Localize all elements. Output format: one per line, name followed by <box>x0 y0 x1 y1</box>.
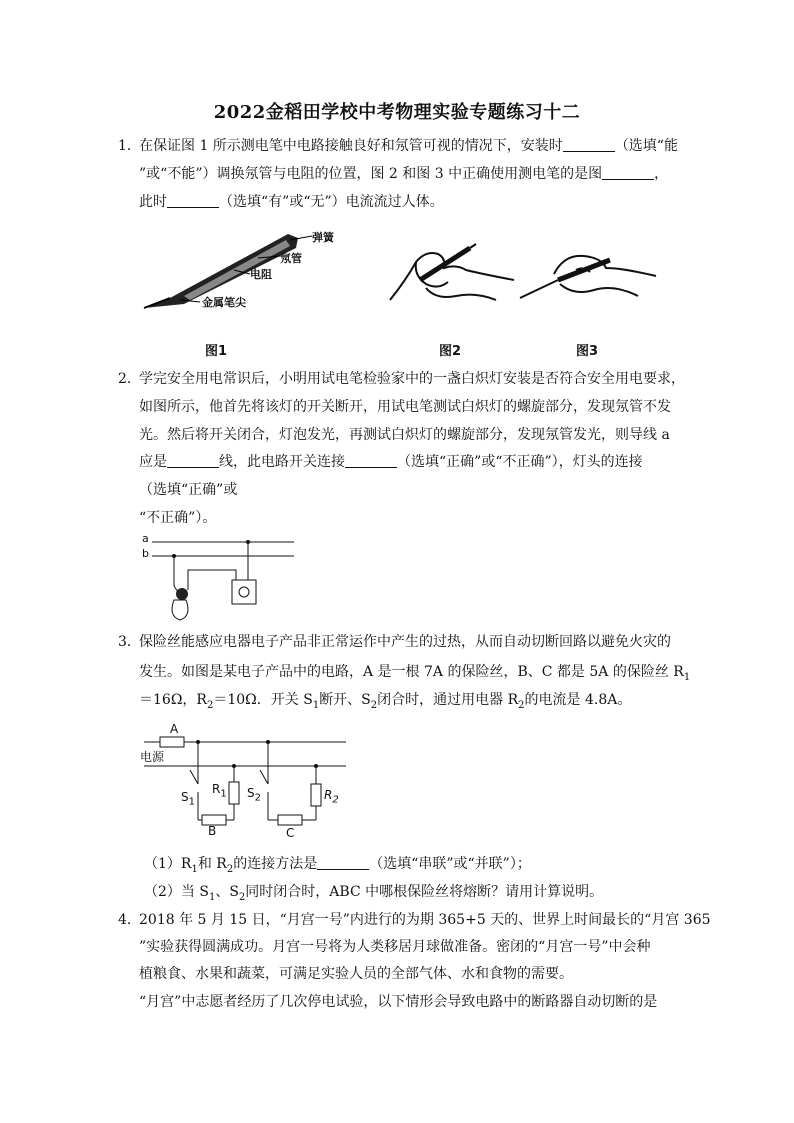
question-1-line-3: 此时 （选填“有”或“无”）电流流过人体。 <box>139 194 444 210</box>
pen-label-metal-tip: 金属笔尖 <box>202 296 246 309</box>
fuse-circuit-diagram <box>140 722 350 842</box>
fuse-A-label: A <box>170 722 179 736</box>
question-2-line-4: 应是 线，此电路开关连接 （选填“正确”或“不正确”），灯头的连接 <box>139 454 643 470</box>
question-1-line-2: ”或“不能”）调换氖管与电阻的位置，图 2 和图 3 中正确使用测电笔的是图 ， <box>139 166 669 182</box>
question-3-number: 3． <box>118 634 141 650</box>
figure-3-hand <box>518 240 658 310</box>
answer-blank[interactable] <box>602 165 654 180</box>
pen-label-spring: 弹簧 <box>312 231 334 244</box>
question-3-sub-2: （2）当 $S_1$、$S_2$同时闭合时，ABC 中哪根保险丝将熔断？请用计算说明。 <box>144 884 604 903</box>
question-1-number: 1． <box>118 138 141 154</box>
answer-blank[interactable] <box>167 193 219 208</box>
answer-blank[interactable] <box>317 855 369 870</box>
figure-1-label: 图1 <box>205 344 228 359</box>
question-2-line-5: （选填“正确”或 <box>139 482 238 498</box>
question-2-line-2: 如图所示，他首先将该灯的开关断开，用试电笔测试白炽灯的螺旋部分，发现氖管不发 <box>139 399 671 415</box>
wire-a-label: a <box>142 532 149 545</box>
answer-blank[interactable] <box>345 453 397 468</box>
figure-2-label: 图2 <box>439 344 462 359</box>
fuse-C-label: C <box>286 826 295 840</box>
power-label: 电源 <box>140 750 165 764</box>
question-4-line-4: “月宫”中志愿者经历了几次停电试验，以下情形会导致电路中的断路器自动切断的是 <box>139 994 658 1010</box>
question-4-line-1: 2018 年 5 月 15 日，“月宫一号”内进行的为期 365+5 天的、世界上时间最长的“月宫 365 <box>139 912 711 928</box>
question-2-line-6: “不正确”）。 <box>139 510 217 526</box>
wire-b-label: b <box>142 547 149 560</box>
question-2-number: 2． <box>118 371 141 387</box>
fuse-B-label: B <box>208 824 217 838</box>
resistor-R1-label: $R_1$ <box>212 782 227 800</box>
question-3-line-2: 发生。如图是某电子产品中的电路，A 是一根 7A 的保险丝，B、C 都是 5A 的保险丝 $R_1$ <box>139 664 691 683</box>
pen-label-resistor: 电阻 <box>250 268 272 281</box>
question-2-line-1: 学完安全用电常识后，小明用试电笔检验家中的一盏白炽灯安装是否符合安全用电要求， <box>139 371 685 387</box>
lamp-circuit-diagram <box>138 530 308 626</box>
question-4-line-2: ”实验获得圆满成功。月宫一号将为人类移居月球做准备。密闭的“月宫一号”中会种 <box>139 939 651 955</box>
answer-blank[interactable] <box>167 453 219 468</box>
answer-blank[interactable] <box>563 137 615 152</box>
resistor-R2-label: $R_2$ <box>324 788 339 806</box>
figure-3-label: 图3 <box>576 344 599 359</box>
question-3-line-1: 保险丝能感应电器电子产品非正常运作中产生的过热，从而自动切断回路以避免火灾的 <box>139 634 671 650</box>
switch-S1-label: $S_1$ <box>181 790 195 808</box>
switch-S2-label: $S_2$ <box>247 786 261 804</box>
question-3-sub-1: $(1)R_1$和 $R_2$的连接方法是 （选填“串联”或“并联”）； <box>144 856 531 875</box>
question-1-line-1: 在保证图 1 所示测电笔中电路接触良好和氖管可视的情况下，安装时 （选填“能 <box>139 138 678 154</box>
page-title: 2022金稻田学校中考物理实验专题练习十二 <box>213 102 581 123</box>
figure-2-hand <box>386 240 516 310</box>
question-2-line-3: 光。然后将开关闭合，灯泡发光，再测试白炽灯的螺旋部分，发现氖管发光，则导线 a <box>139 427 670 443</box>
question-4-number: 4． <box>118 912 141 928</box>
question-3-line-3: ＝16Ω，$R_2=10\Omega$．开关 $S_1$断开、$S_2$闭合时，通过用电器 $R_2$的电流是 4.8A。 <box>139 692 632 711</box>
question-4-line-3: 植粮食、水果和蔬菜，可满足实验人员的全部气体、水和食物的需要。 <box>139 966 573 982</box>
pen-label-neon-tube: 氖管 <box>280 252 302 265</box>
